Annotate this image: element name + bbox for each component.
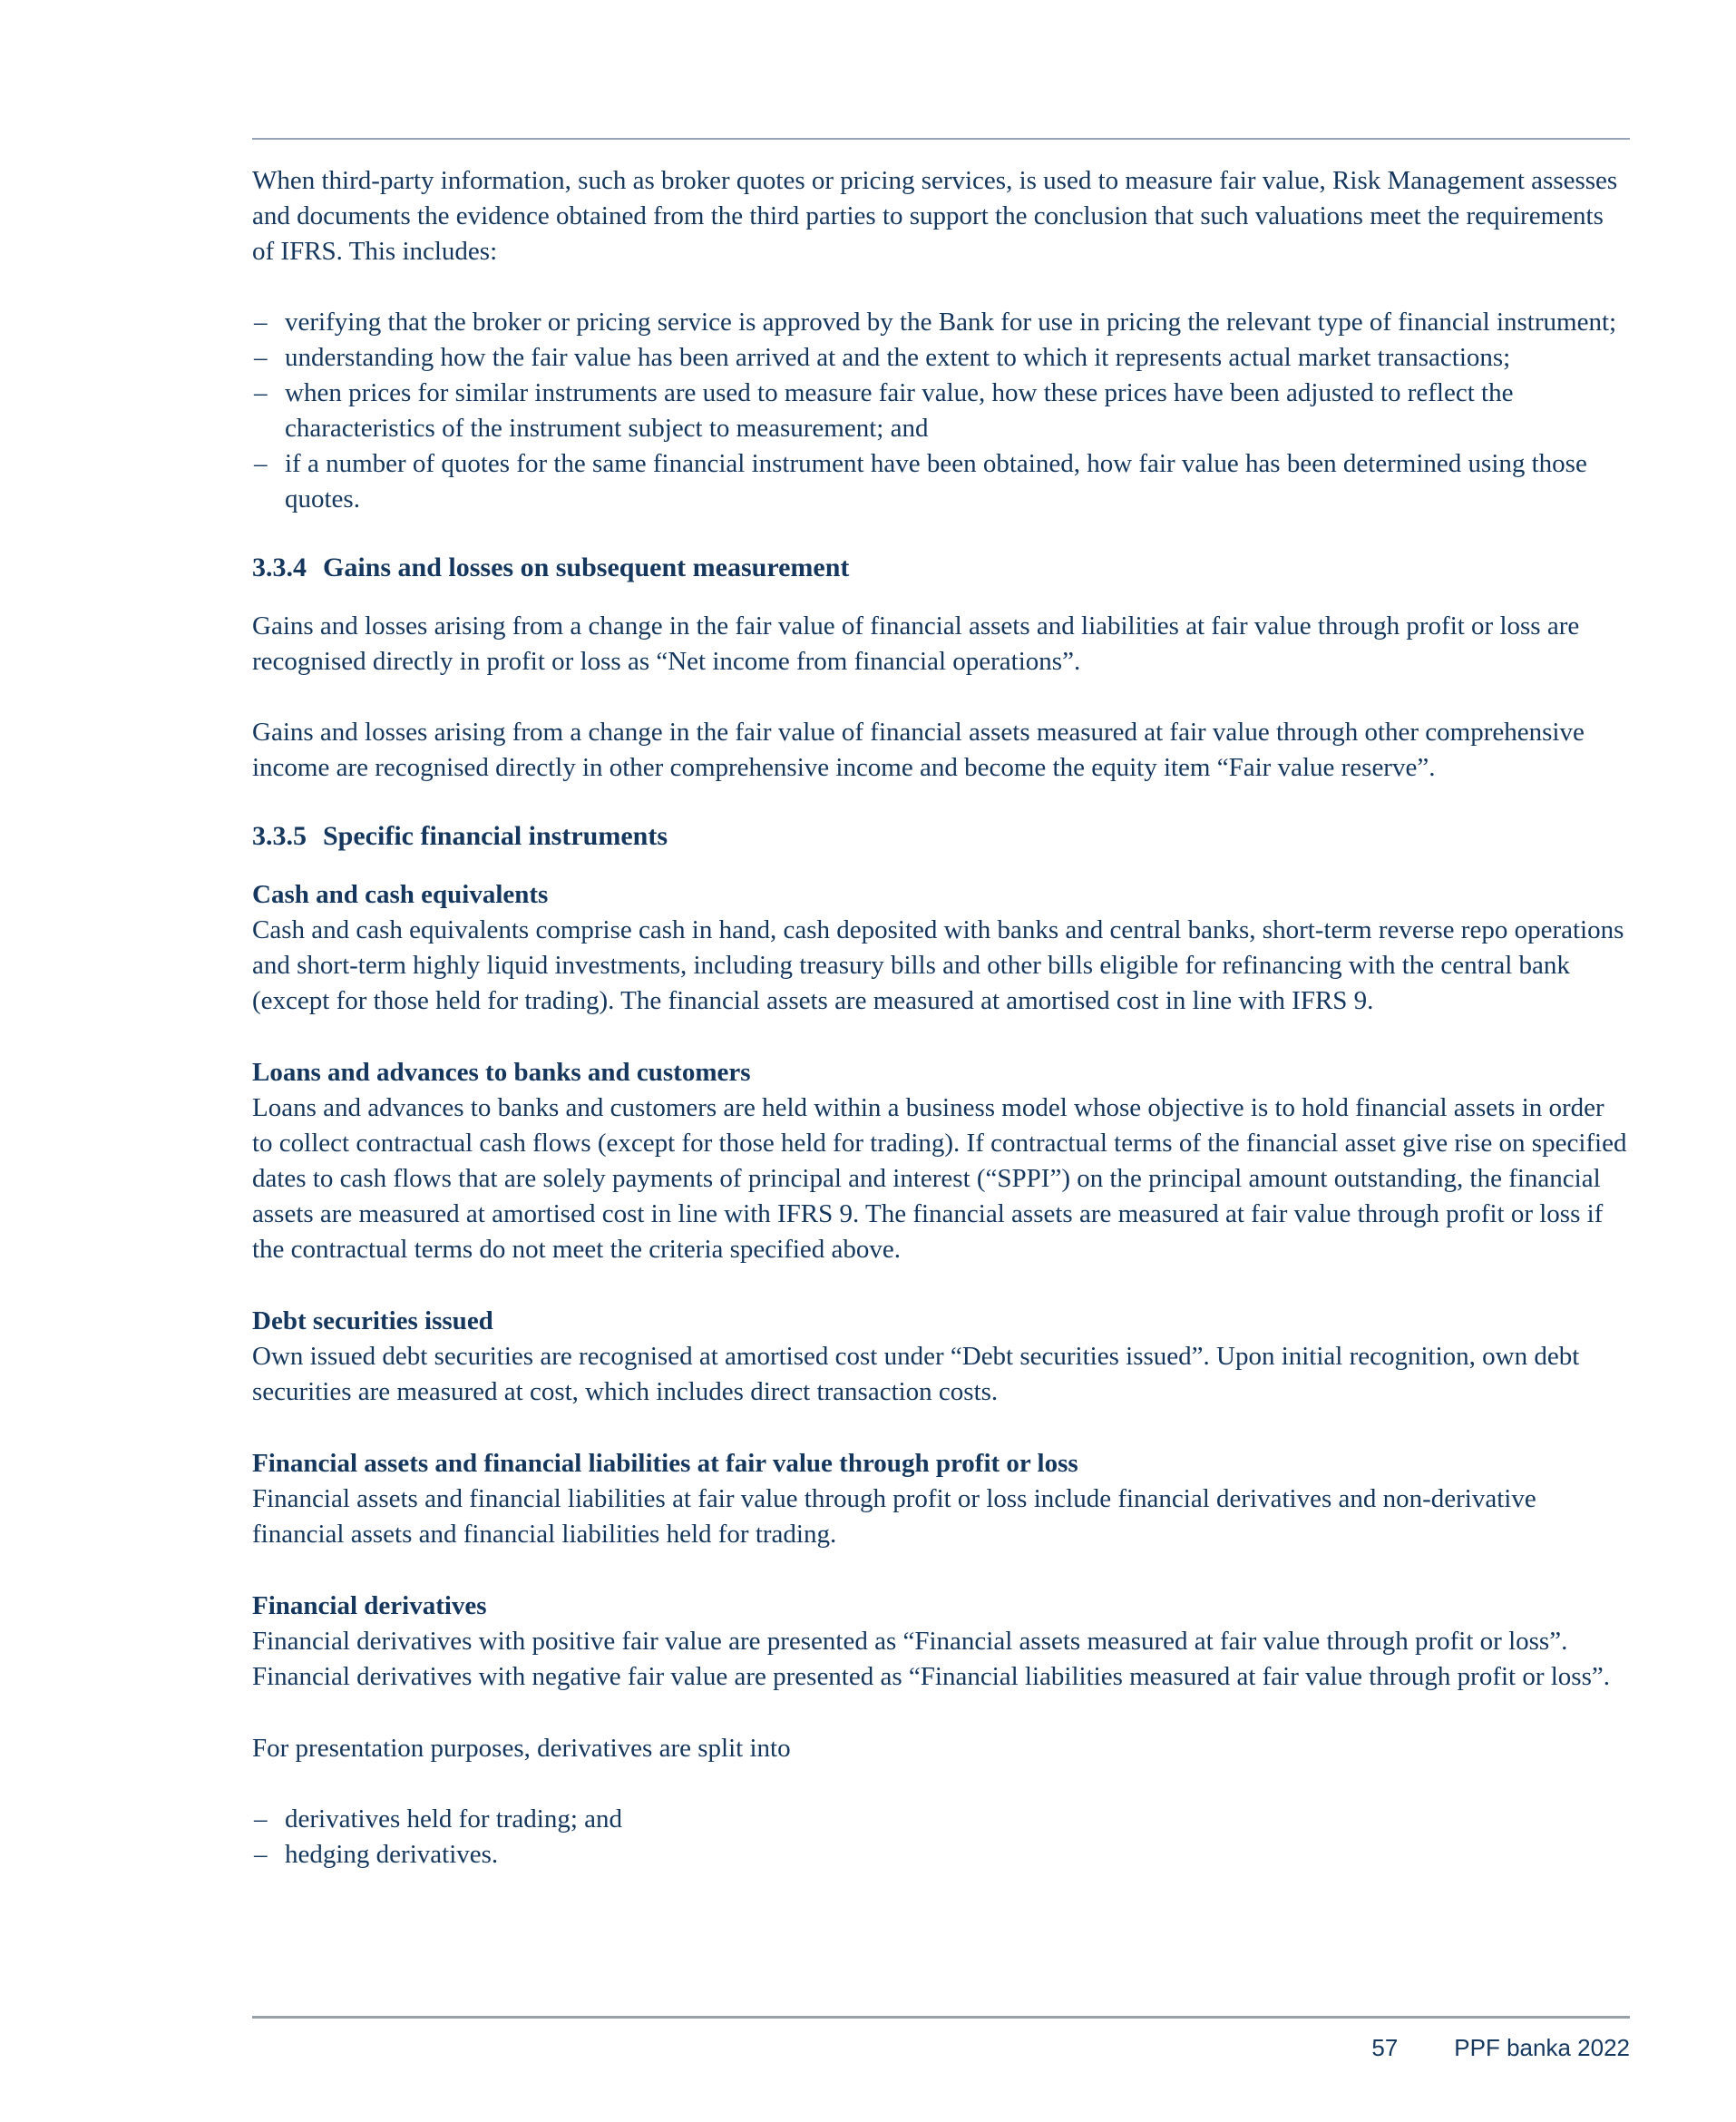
page-footer <box>252 2032 1630 2063</box>
intro-paragraph: When third-party information, such as broker quotes or pricing services, is used to measure fair value, Risk Management assesses and documents the evidence obtained from the third parties to support the conclusion that such valuations meet the requirements of IFRS. This includes: <box>252 166 1618 266</box>
subsection-financial-derivatives <box>252 1589 1630 1695</box>
subsection-heading: Financial assets and financial liabilities at fair value through profit or loss <box>252 1448 1078 1478</box>
paragraph: Financial derivatives with positive fair value are presented as “Financial assets measured at fair value through profit or loss”. Financial derivatives with negative fair value are presented as “Financial liabilities measured at fair value through profit or loss”. <box>252 1626 1610 1691</box>
subsection-cash <box>252 877 1630 1019</box>
bullet-item: – understanding how the fair value has been arrived at and the extent to which it represents actual market transactions; <box>252 340 1630 376</box>
section-title: Specific financial instruments <box>323 820 668 851</box>
page-content <box>252 138 1630 1873</box>
top-divider <box>252 138 1630 140</box>
section-title: Gains and losses on subsequent measurement <box>323 553 850 582</box>
bullet-item: – derivatives held for trading; and <box>252 1802 1630 1837</box>
paragraph: Own issued debt securities are recognised at amortised cost under “Debt securities issued”. Upon initial recognition, own debt securities are measured at cost, which includes direct transaction costs. <box>252 1341 1580 1406</box>
subsection-heading: Cash and cash equivalents <box>252 879 549 909</box>
bullet-item: – if a number of quotes for the same financial instrument have been obtained, how fair value has been determined using those quotes. <box>252 446 1630 517</box>
subsection-fvtpl <box>252 1446 1630 1552</box>
section-heading-3-3-5 <box>252 818 1630 855</box>
paragraph: For presentation purposes, derivatives are split into <box>252 1733 791 1763</box>
subsection-heading: Debt securities issued <box>252 1305 493 1335</box>
bullet-item: – verifying that the broker or pricing service is approved by the Bank for use in pricing the relevant type of financial instrument; <box>252 305 1630 340</box>
section-number: 3.3.4 <box>252 553 307 582</box>
footer-divider <box>252 2016 1630 2019</box>
subsection-heading: Loans and advances to banks and customers <box>252 1057 751 1087</box>
section-number: 3.3.5 <box>252 820 307 851</box>
bullet-item: – hedging derivatives. <box>252 1837 1630 1873</box>
subsection-heading: Financial derivatives <box>252 1590 487 1620</box>
derivatives-bullet-list <box>252 1802 1630 1873</box>
brand-name: PPF banka 2022 <box>1454 2034 1630 2061</box>
paragraph: Cash and cash equivalents comprise cash in hand, cash deposited with banks and central banks, short-term reverse repo operations and short-term highly liquid investments, including treasury bills and other bills eligible for refinancing with the central bank (except for those held for trading). The financial assets are measured at amortised cost in line with IFRS 9. <box>252 914 1624 1015</box>
subsection-debt-securities <box>252 1304 1630 1410</box>
paragraph: Gains and losses arising from a change in the fair value of financial assets measured at fair value through other comprehensive income are recognised directly in other comprehensive income and become the equity item “Fair value reserve”. <box>252 717 1585 782</box>
page-number: 57 <box>1371 2034 1399 2061</box>
section-heading-3-3-4 <box>252 550 1630 586</box>
bullet-item: – when prices for similar instruments are used to measure fair value, how these prices have been adjusted to reflect the characteristics of the instrument subject to measurement; and <box>252 376 1630 446</box>
paragraph: Loans and advances to banks and customers are held within a business model whose objective is to hold financial assets in order to collect contractual cash flows (except for those held for trading). If contractual terms of the financial asset give rise on specified dates to cash flows that are solely payments of principal and interest (“SPPI”) on the principal amount outstanding, the financial assets are measured at amortised cost in line with IFRS 9. The financial assets are measured at fair value through profit or loss if the contractual terms do not meet the criteria specified above. <box>252 1092 1627 1264</box>
intro-bullet-list <box>252 305 1630 517</box>
paragraph: Gains and losses arising from a change in the fair value of financial assets and liabilities at fair value through profit or loss are recognised directly in profit or loss as “Net income from financial operations”. <box>252 611 1580 676</box>
paragraph: Financial assets and financial liabilities at fair value through profit or loss include financial derivatives and non-derivative financial assets and financial liabilities held for trading. <box>252 1483 1536 1549</box>
subsection-loans <box>252 1055 1630 1267</box>
